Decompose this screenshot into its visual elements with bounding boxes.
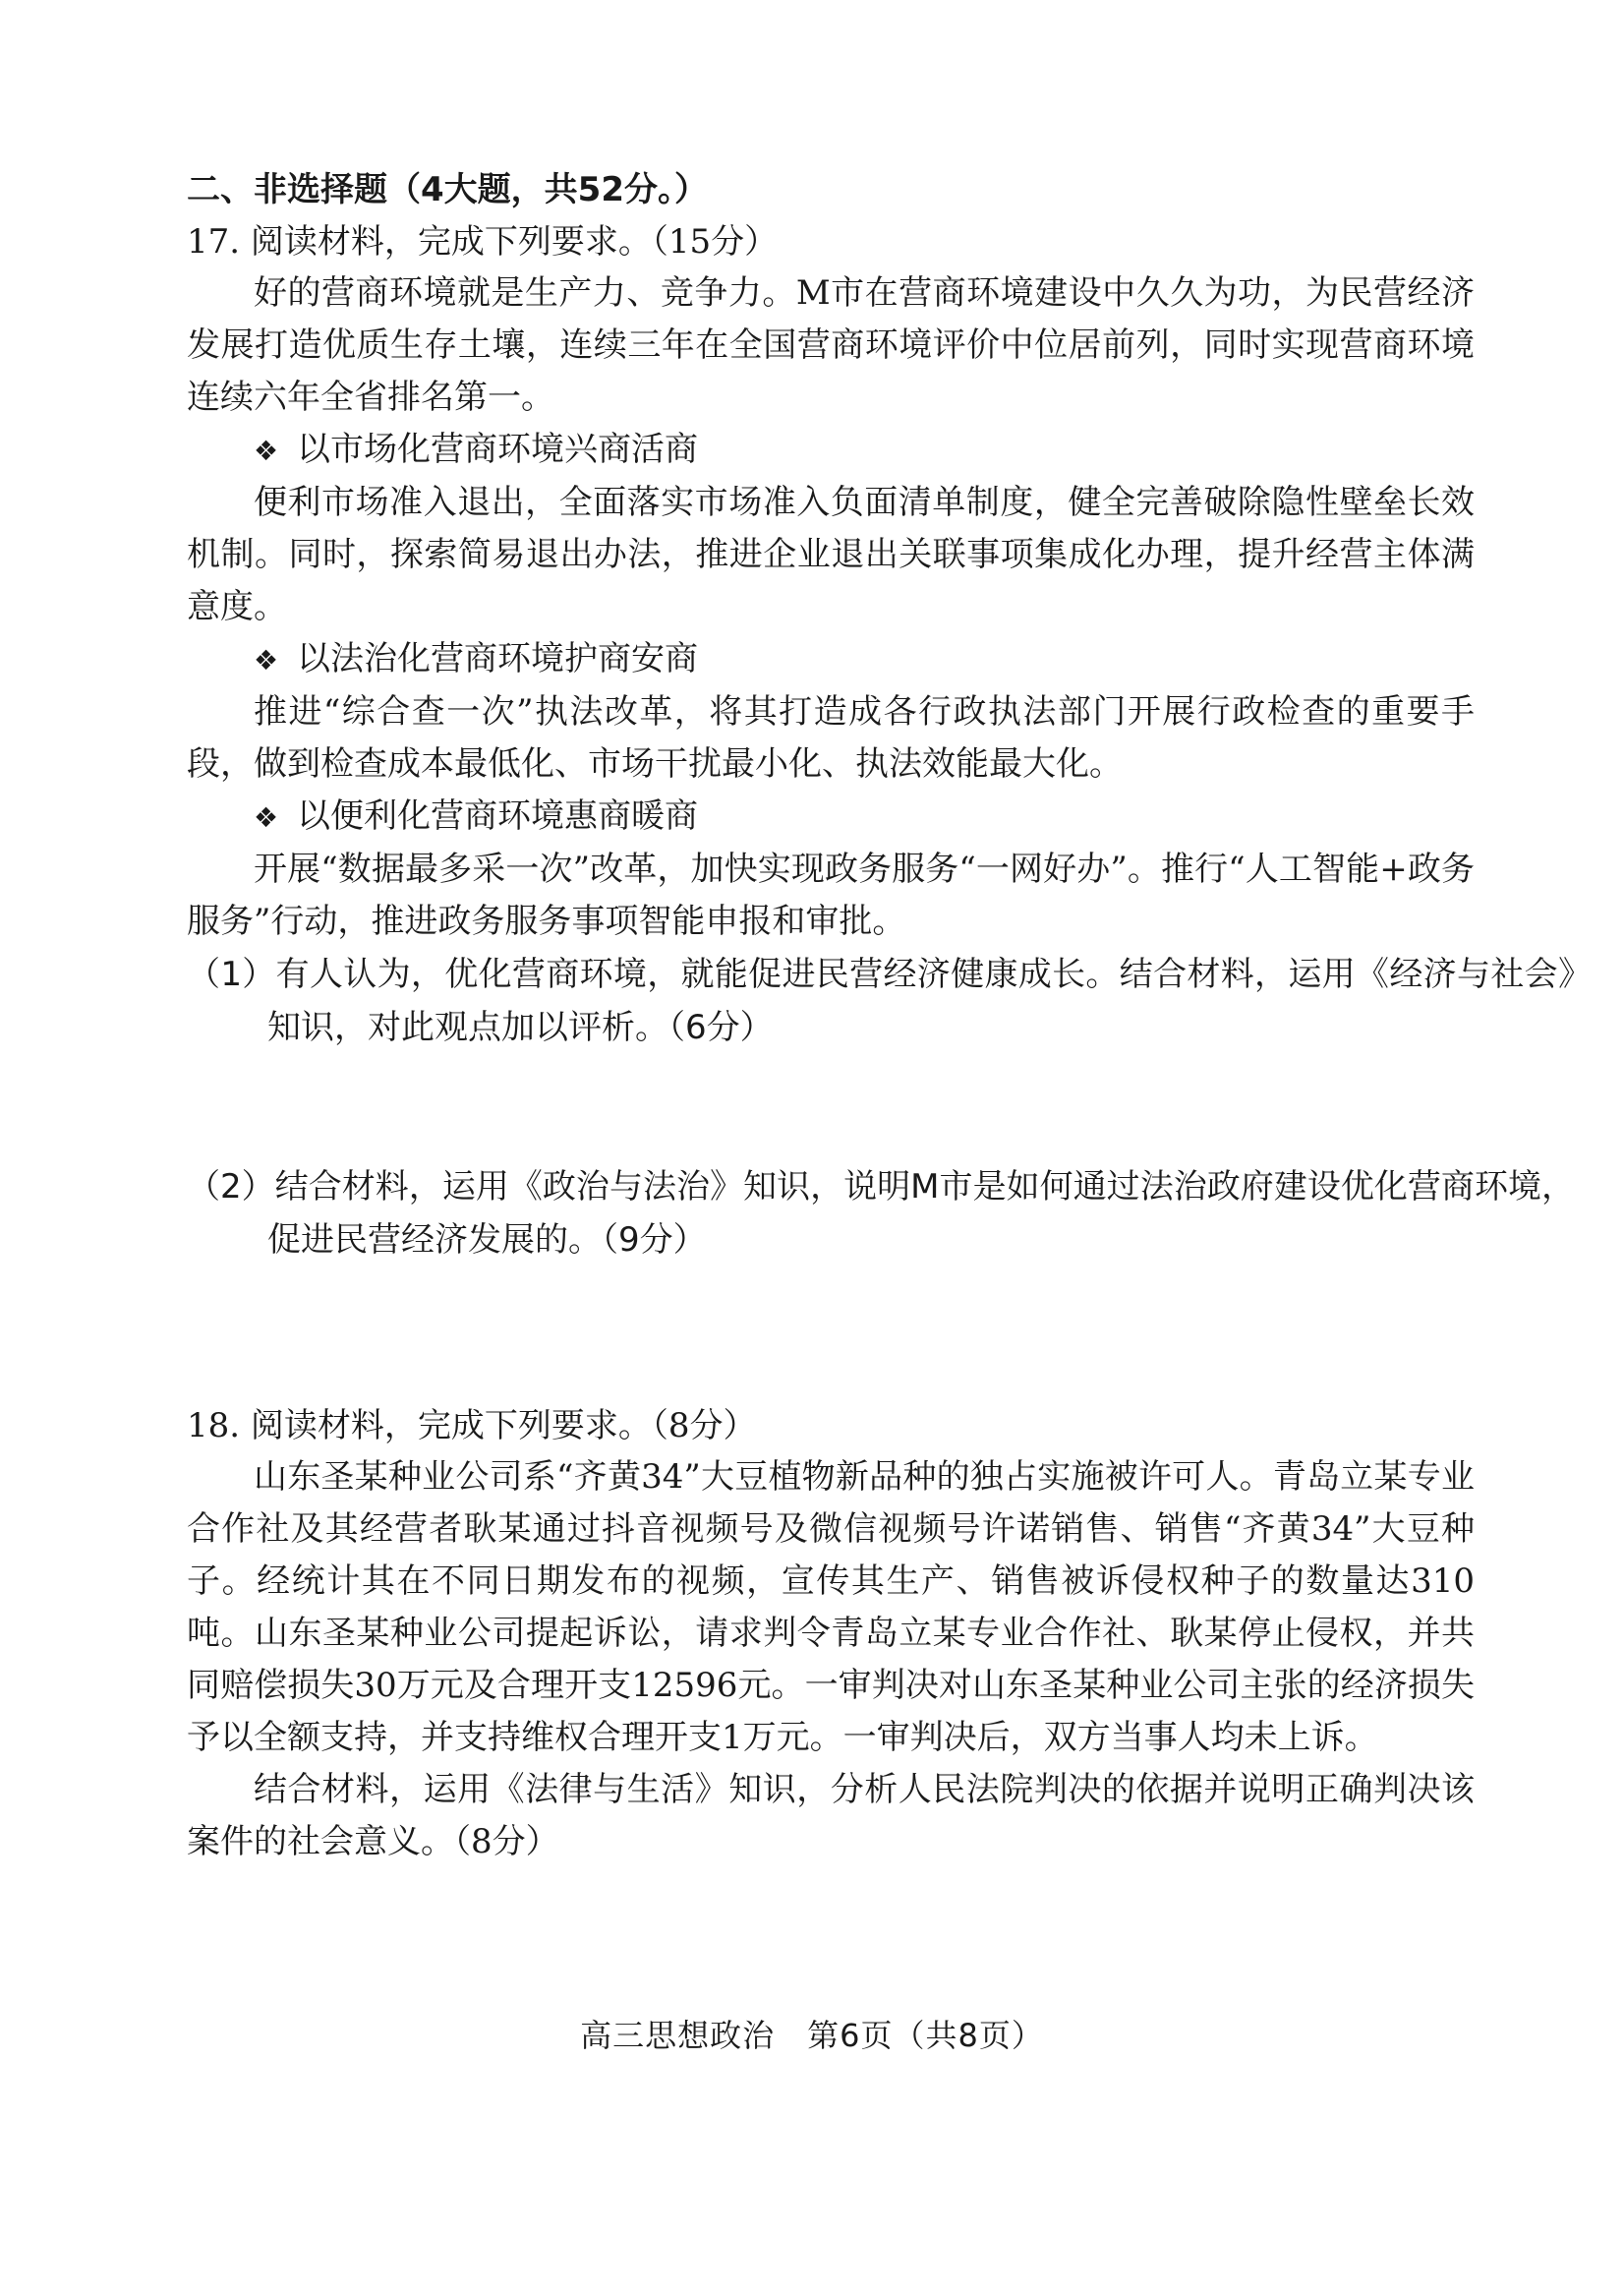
diamond-bullet-icon: ❖ [254, 801, 279, 834]
q17-item-2-title [187, 633, 1477, 686]
q17-item-3-title-text: 以便利化营商环境惠商暖商 [297, 796, 698, 836]
question-18-heading: 18. 阅读材料，完成下列要求。（8分） [187, 1406, 757, 1445]
answer-space [187, 1266, 1477, 1400]
question-17-sub-2: （2）结合材料，运用《政治与法治》知识，说明M市是如何通过法治政府建设优化营商环境，促进民营经济发展的。（9分） [187, 1167, 1575, 1260]
q17-item-2-text: 推进“综合查一次”执法改革，将其打造成各行政执法部门开展行政检查的重要手段，做到检查成本最低化、市场干扰最小化、执法效能最大化。 [187, 692, 1475, 784]
diamond-bullet-icon: ❖ [254, 435, 279, 467]
question-17-sub-1: （1）有人认为，优化营商环境，就能促进民营经济健康成长。结合材料，运用《经济与社会》知识，对此观点加以评析。（6分） [187, 955, 1575, 1047]
q17-item-3-title [187, 791, 1477, 844]
q17-item-1-title-text: 以市场化营商环境兴商活商 [297, 430, 698, 469]
question-17-heading: 17. 阅读材料，完成下列要求。（15分） [187, 222, 779, 262]
q17-item-1-title [187, 424, 1477, 477]
answer-space [187, 1054, 1477, 1160]
page-footer: 高三思想政治 第6页（共8页） [580, 2017, 1044, 2054]
q17-item-1-text: 便利市场准入退出，全面落实市场准入负面清单制度，健全完善破除隐性壁垒长效机制。同时，探索简易退出办法，推进企业退出关联事项集成化办理，提升经营主体满意度。 [187, 483, 1475, 626]
section-heading: 二、非选择题（4大题，共52分。） [187, 170, 708, 209]
question-18-task: 结合材料，运用《法律与生活》知识，分析人民法院判决的依据并说明正确判决该案件的社会意义。（8分） [187, 1770, 1475, 1861]
diamond-bullet-icon: ❖ [254, 644, 279, 677]
question-18-material: 山东圣某种业公司系“齐黄34”大豆植物新品种的独占实施被许可人。青岛立某专业合作社及其经营者耿某通过抖音视频号及微信视频号许诺销售、销售“齐黄34”大豆种子。经统计其在不同日期发布的视频，宣传其生产、销售被诉侵权种子的数量达310吨。山东圣某种业公司提起诉讼，请求判令青岛立某专业合作社、耿某停止侵权，并共同赔偿损失30万元及合理开支12596元。一审判决对山东圣某种业公司主张的经济损失予以全额支持，并支持维权合理开支1万元。一审判决后，双方当事人均未上诉。 [187, 1457, 1475, 1757]
question-17-intro: 好的营商环境就是生产力、竞争力。M市在营商环境建设中久久为功，为民营经济发展打造优质生存土壤，连续三年在全国营商环境评价中位居前列，同时实现营商环境连续六年全省排名第一。 [187, 273, 1475, 417]
q17-item-2-title-text: 以法治化营商环境护商安商 [297, 639, 698, 678]
q17-item-3-text: 开展“数据最多采一次”改革，加快实现政务服务“一网好办”。推行“人工智能+政务服务”行动，推进政务服务事项智能申报和审批。 [187, 850, 1475, 941]
